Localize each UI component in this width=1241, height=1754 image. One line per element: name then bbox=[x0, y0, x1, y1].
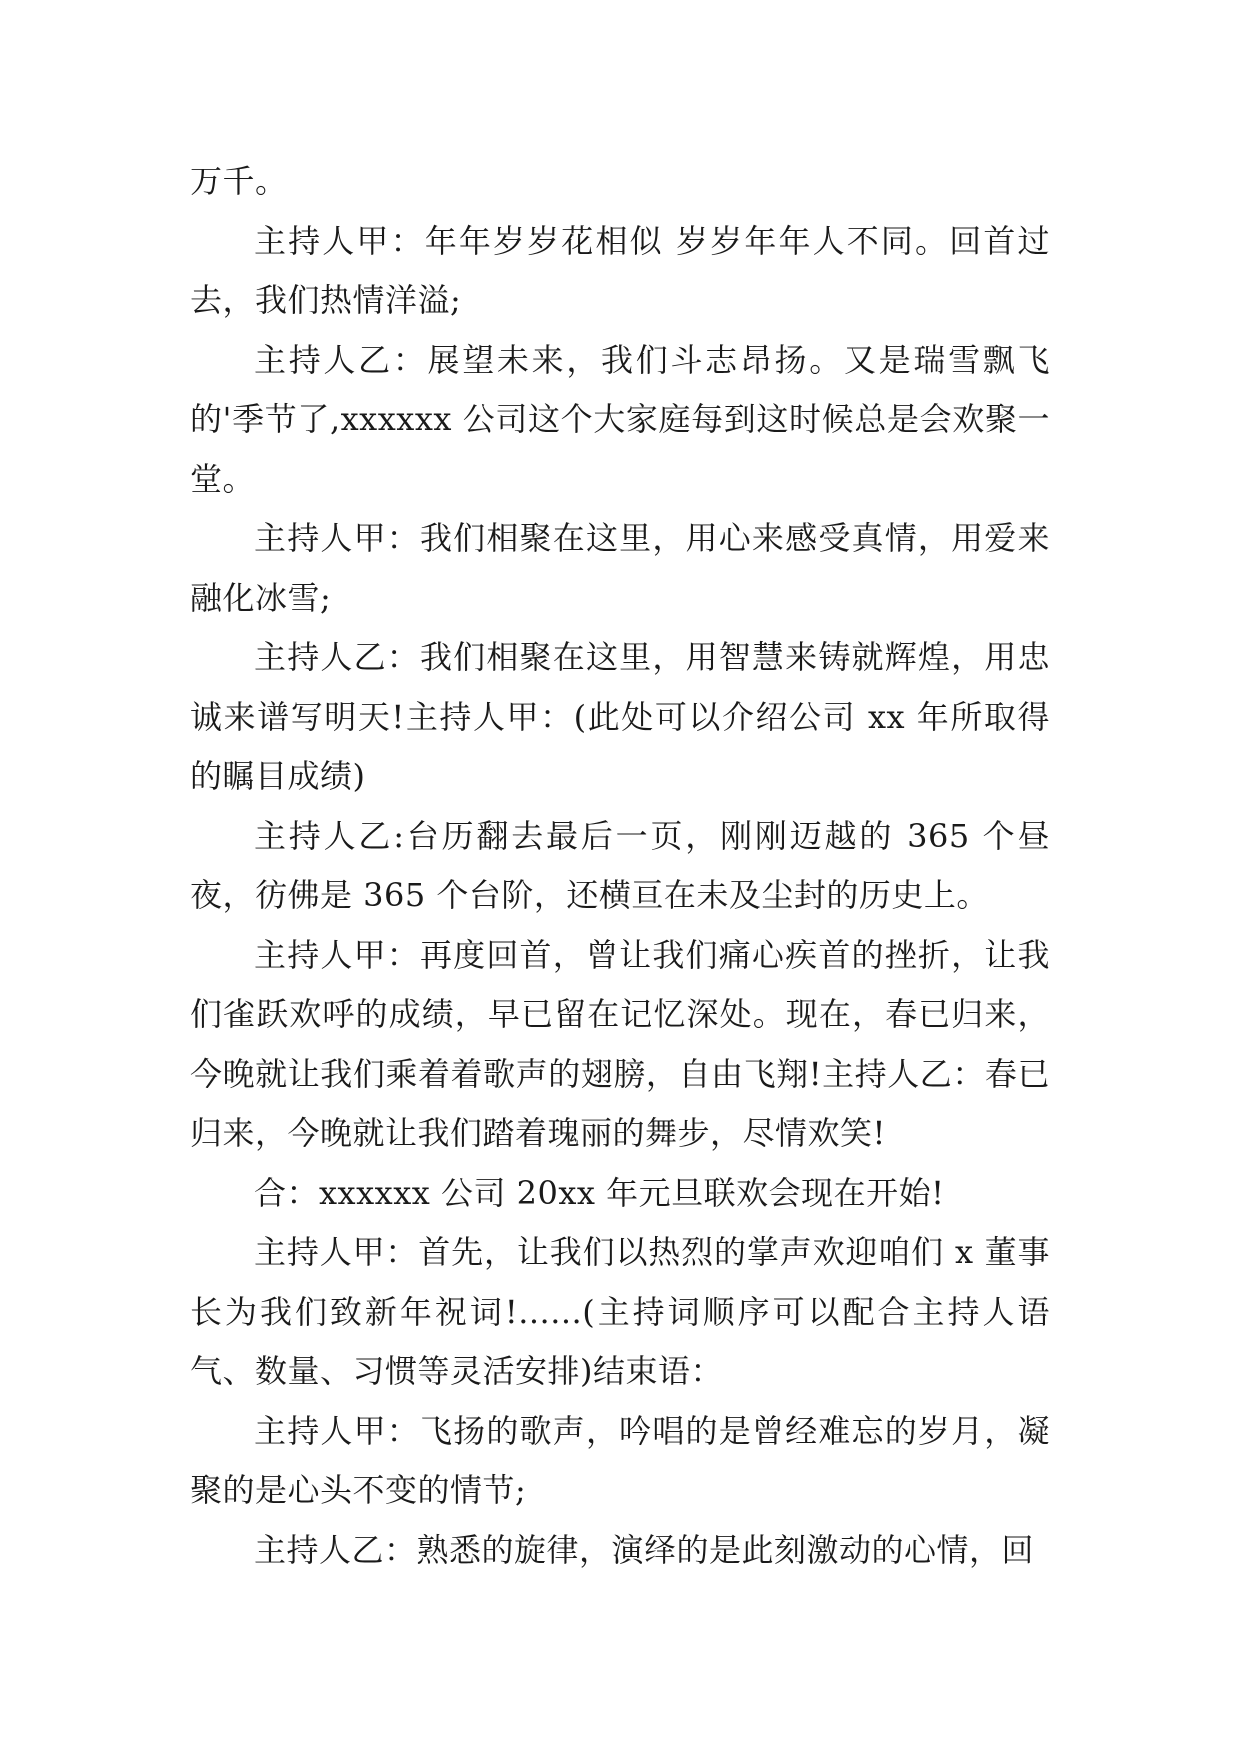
paragraph-continuation: 万千。 bbox=[190, 162, 288, 200]
paragraph: 主持人乙：熟悉的旋律，演绎的是此刻激动的心情，回 bbox=[254, 1530, 1035, 1569]
paragraph: 主持人乙：展望未来，我们斗志昂扬。又是瑞雪飘飞的'季节了,xxxxxx 公司这个大家庭每到这时候总是会欢聚一堂。 bbox=[190, 340, 1050, 498]
paragraph: 主持人甲：首先，让我们以热烈的掌声欢迎咱们 x 董事长为我们致新年祝词!......(主持词顺序可以配合主持人语气、数量、习惯等灵活安排)结束语： bbox=[190, 1233, 1050, 1390]
paragraph: 合：xxxxxx 公司 20xx 年元旦联欢会现在开始! bbox=[254, 1173, 945, 1212]
paragraph: 主持人甲：再度回首，曾让我们痛心疾首的挫折，让我们雀跃欢呼的成绩，早已留在记忆深处。现在，春已归来，今晚就让我们乘着着歌声的翅膀，自由飞翔!主持人乙：春已归来，今晚就让我们踏着瑰丽的舞步，尽情欢笑! bbox=[190, 935, 1050, 1152]
paragraph: 主持人乙：我们相聚在这里，用智慧来铸就辉煌，用忠诚来谱写明天!主持人甲：(此处可以介绍公司 xx 年所取得的瞩目成绩) bbox=[190, 638, 1050, 795]
paragraph: 主持人乙:台历翻去最后一页，刚刚迈越的 365 个昼夜，彷佛是 365 个台阶，还横亘在未及尘封的历史上。 bbox=[190, 816, 1050, 914]
paragraph: 主持人甲：飞扬的歌声，吟唱的是曾经难忘的岁月，凝聚的是心头不变的情节; bbox=[190, 1411, 1050, 1509]
document-body bbox=[190, 152, 1050, 1580]
paragraph: 主持人甲：年年岁岁花相似 岁岁年年人不同。回首过去，我们热情洋溢; bbox=[190, 221, 1050, 319]
paragraph: 主持人甲：我们相聚在这里，用心来感受真情，用爱来融化冰雪; bbox=[190, 519, 1050, 617]
